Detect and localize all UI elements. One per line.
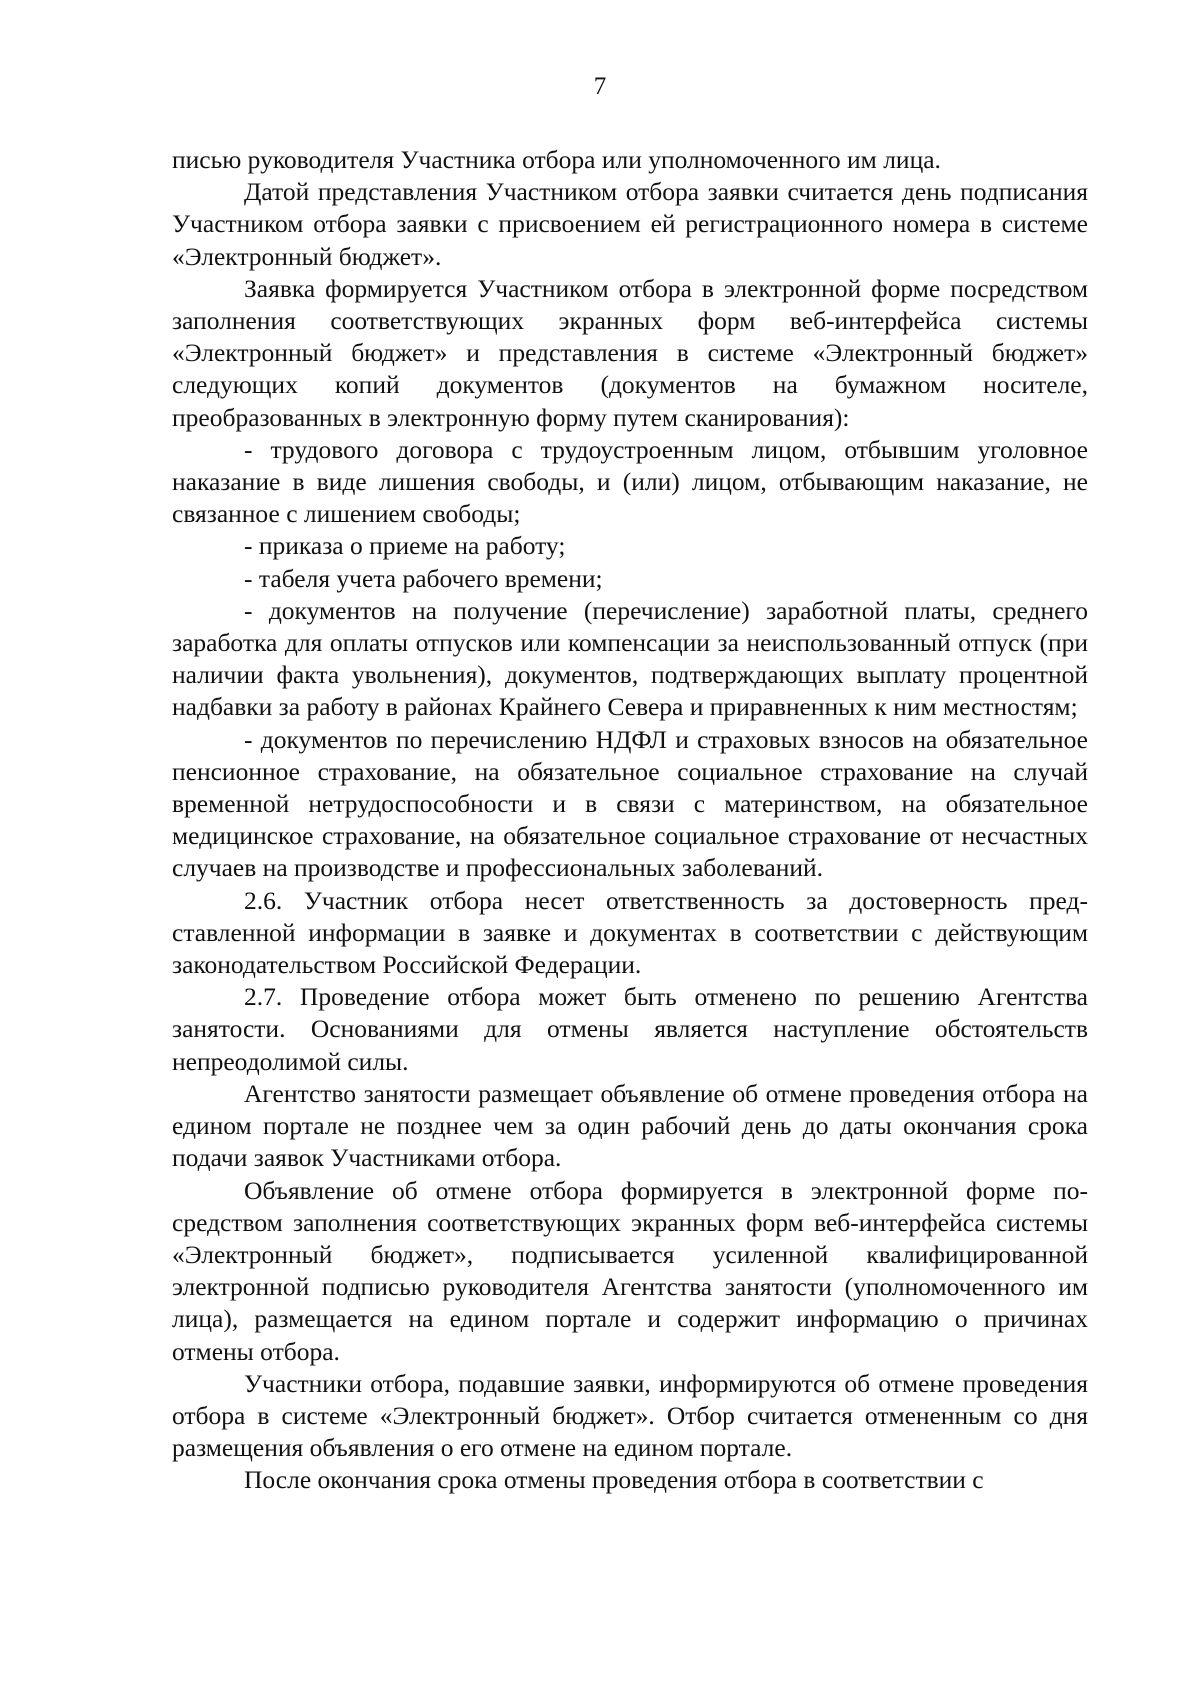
document-body — [172, 144, 1088, 1497]
list-item-employment-contract: - трудового договора с трудоустроенным лицом, отбывшим уголовное наказание в виде лишения свободы, и (или) лицом, отбывающим наказание, не связанное с лишением свободы; — [172, 434, 1088, 529]
paragraph-section-2-6: 2.6. Участник отбора несет ответственность за достоверность представленной информации в заявке и документах в соответствии с действующим законодательством Российской Федерации. — [172, 885, 1088, 980]
list-item-hiring-order: - приказа о приеме на работу; — [244, 531, 566, 561]
list-item-salary-documents: - документов на получение (перечисление) заработной платы, среднего заработка для оплаты отпусков или компенсации за неиспользованный отпуск (при наличии факта увольнения), документов, подтверждающих выплату процентной надбавки за работу в районах Крайнего Севера и приравненных к ним местностям; — [172, 595, 1088, 722]
paragraph-application-form: Заявка формируется Участником отбора в электронной форме посредством заполнения соответствующих экранных форм веб-интерфейса системы «Электронный бюджет» и представления в системе «Электронный бюджет» следующих копий документов (документов на бумажном носителе, преобразованных в электронную форму путем сканирования): — [172, 273, 1088, 432]
paragraph-cancellation-notice: Агентство занятости размещает объявление об отмене проведения отбора на едином портале не позднее чем за один рабочий день до даты окончания срока подачи заявок Участниками отбора. — [172, 1078, 1088, 1173]
paragraph-continuation: писью руководителя Участника отбора или уполномоченного им лица. — [172, 145, 941, 174]
paragraph-cancellation-form: Объявление об отмене отбора формируется в электронной форме посредством заполнения соответствующих экранных форм веб-интерфейса системы «Электронный бюджет», подписывается усиленной квалифицированной электронной подписью руководителя Агентства занятости (уполномоченного им лица), размещается на едином портале и содержит информацию о причинах отмены отбора. — [172, 1175, 1088, 1366]
paragraph-section-2-7: 2.7. Проведение отбора может быть отменено по решению Агентства занятости. Основаниями для отмены является наступление обстоятельств непреодолимой силы. — [172, 982, 1088, 1076]
list-item-timesheet: - табеля учета рабочего времени; — [244, 563, 603, 593]
paragraph-after-cancellation: После окончания срока отмены проведения отбора в соответствии с — [244, 1465, 984, 1495]
list-item-tax-documents: - документов по перечислению НДФЛ и страховых взносов на обязательное пенсионное страхование, на обязательное социальное страхование на случай временной нетрудоспособности и в связи с материнством, на обязательное медицинское страхование, на обязательное социальное страхование от несчастных случаев на производстве и профессиональных заболеваний. — [172, 724, 1088, 883]
page-number: 7 — [593, 73, 607, 100]
paragraph-participants-informed: Участники отбора, подавшие заявки, информируются об отмене проведения отбора в системе «Электронный бюджет». Отбор считается отмененным со дня размещения объявления о его отмене на едином портале. — [172, 1368, 1088, 1463]
paragraph-submission-date: Датой представления Участником отбора заявки считается день подписания Участником отбора заявки с присвоением ей регистрационного номера в системе «Электронный бюджет». — [172, 177, 1088, 271]
